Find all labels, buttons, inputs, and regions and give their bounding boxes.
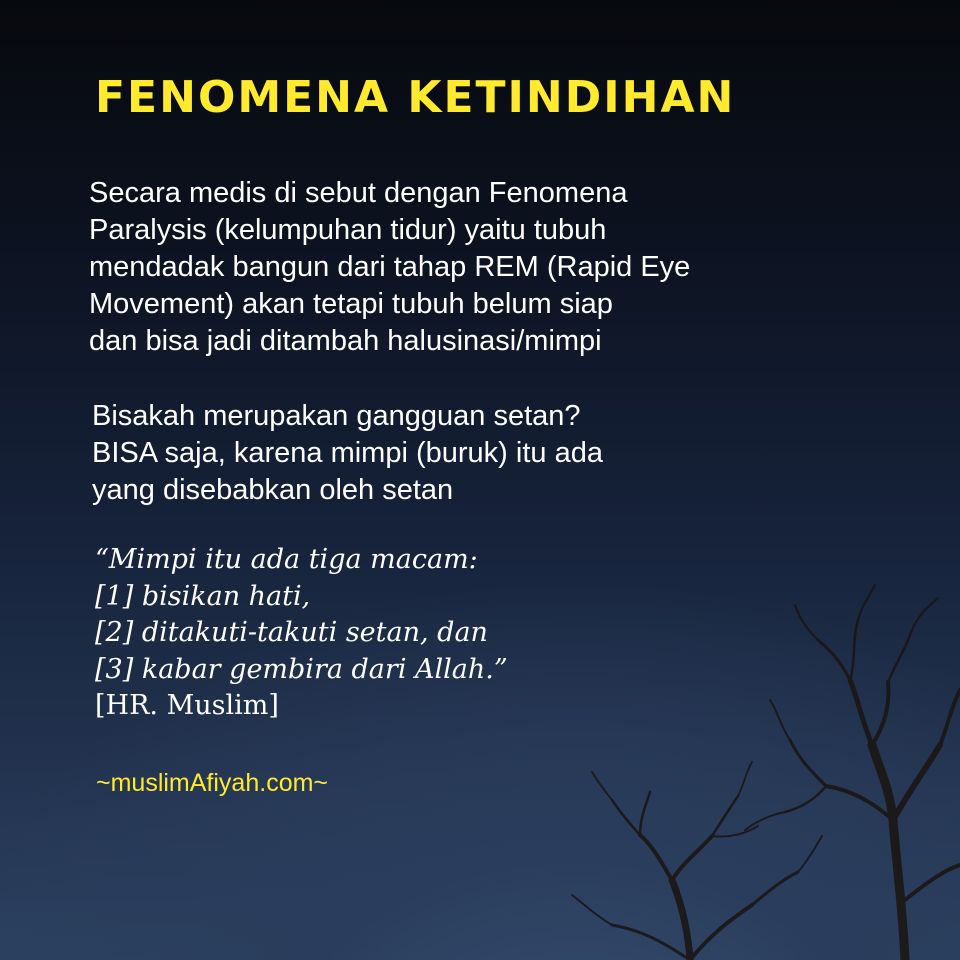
text-line: Paralysis (kelumpuhan tidur) yaitu tubuh [89, 214, 607, 246]
text-line: yang disebabkan oleh setan [92, 474, 454, 506]
text-line: dan bisa jadi ditambah halusinasi/mimpi [89, 325, 602, 357]
quote-line: [2] ditakuti-takuti setan, dan [95, 617, 488, 648]
website-credit: ~muslimAfiyah.com~ [96, 769, 329, 797]
paragraph-question [92, 398, 603, 509]
text-line: BISA saja, karena mimpi (buruk) itu ada [92, 437, 603, 469]
hadith-quote [95, 542, 508, 725]
paragraph-medical-explanation [89, 175, 690, 360]
text-line: Secara medis di sebut dengan Fenomena [89, 177, 628, 209]
quote-line: [3] kabar gembira dari Allah.” [95, 653, 508, 685]
text-line: mendadak bangun dari tahap REM (Rapid Eye [89, 251, 691, 283]
text-line: Bisakah merupakan gangguan setan? [92, 400, 581, 432]
quote-line: [1] bisikan hati, [95, 580, 311, 612]
poster-title: FENOMENA KETINDIHAN [95, 72, 736, 123]
text-line: Movement) akan tetapi tubuh belum siap [89, 288, 613, 320]
quote-line: “Mimpi itu ada tiga macam: [95, 544, 478, 575]
quote-source: [HR. Muslim] [95, 690, 279, 721]
